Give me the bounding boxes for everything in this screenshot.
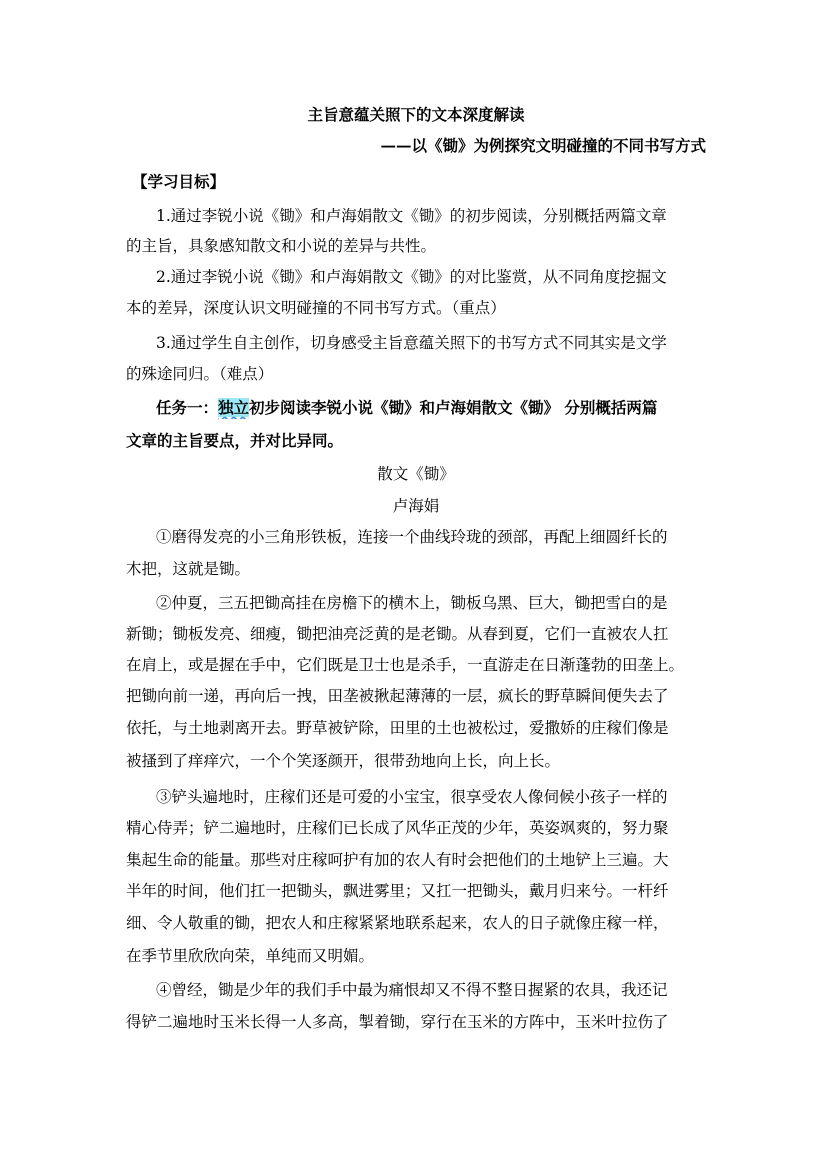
essay-line: ①磨得发亮的小三角形铁板，连接一个曲线玲珑的颈部，再配上细圆纤长的 [156, 528, 668, 546]
objective-1-line-1: 1.通过李锐小说《锄》和卢海娟散文《锄》的初步阅读，分别概括两篇文章 [156, 207, 667, 225]
essay-title: 散文《锄》 [377, 465, 455, 483]
task-one-line-2: 文章的主旨要点，并对比异同。 [126, 431, 344, 450]
objective-1-line-2: 的主旨，具象感知散文和小说的差异与共性。 [126, 237, 437, 255]
essay-line: ②仲夏，三五把锄高挂在房檐下的横木上，锄板乌黑、巨大，锄把雪白的是 [156, 594, 668, 612]
objective-3-line-2: 的殊途同归。（难点） [126, 365, 274, 383]
essay-line: 半年的时间，他们扛一把锄头，飘进雾里；又扛一把锄头，戴月归来兮。一杆纤 [126, 882, 669, 900]
essay-line: 被搔到了痒痒穴，一个个笑逐颜开，很带劲地向上长，向上长。 [126, 752, 561, 770]
document-title: 主旨意蕴关照下的文本深度解读 [307, 105, 525, 124]
objectives-heading: 【学习目标】 [132, 172, 226, 191]
essay-line: ③铲头遍地时，庄稼们还是可爱的小宝宝，很享受农人像伺候小孩子一样的 [156, 788, 668, 806]
essay-author: 卢海娟 [392, 497, 440, 515]
document-subtitle: ——以《锄》为例探究文明碰撞的不同书写方式 [380, 136, 706, 155]
objective-2-line-2: 本的差异，深度认识文明碰撞的不同书写方式。（重点） [126, 299, 506, 317]
essay-line: 得铲二遍地时玉米长得一人多高，掣着锄，穿行在玉米的方阵中，玉米叶拉伤了 [126, 1013, 669, 1031]
task-one-highlight: 独立 [218, 398, 250, 417]
essay-line: 集起生命的能量。那些对庄稼呵护有加的农人有时会把他们的土地铲上三遍。大 [126, 851, 669, 869]
task-one-rest: 初步阅读李锐小说《锄》和卢海娟散文《锄》 分别概括两篇 [249, 398, 658, 417]
essay-line: 木把，这就是锄。 [126, 560, 251, 578]
essay-line: 精心侍弄；铲二遍地时，庄稼们已长成了风华正茂的少年，英姿飒爽的，努力聚 [126, 819, 669, 837]
essay-line: 把锄向前一递，再向后一拽，田垄被揪起薄薄的一层，疯长的野草瞬间便失去了 [126, 687, 669, 705]
objective-3-line-1: 3.通过学生自主创作，切身感受主旨意蕴关照下的书写方式不同其实是文学 [156, 334, 667, 352]
task-one-line-1 [156, 397, 706, 419]
essay-line: 细、令人敬重的锄，把农人和庄稼紧紧地联系起来，农人的日子就像庄稼一样， [126, 914, 669, 932]
objective-2-line-1: 2.通过李锐小说《锄》和卢海娟散文《锄》的对比鉴赏，从不同角度挖掘文 [156, 268, 667, 286]
essay-line: 在季节里欣欣向荣，单纯而又明媚。 [126, 947, 375, 965]
essay-line: 在肩上，或是握在手中，它们既是卫士也是杀手，一直游走在日渐蓬勃的田垄上。 [126, 656, 685, 674]
task-one-prefix: 任务一： [156, 398, 219, 417]
essay-line: 新锄；锄板发亮、细瘦，锄把油亮泛黄的是老锄。从春到夏，它们一直被农人扛 [126, 625, 669, 643]
essay-line: 依托，与土地剥离开去。野草被铲除，田里的土也被松过，爱撒娇的庄稼们像是 [126, 719, 669, 737]
essay-line: ④曾经，锄是少年的我们手中最为痛恨却又不得不整日握紧的农具，我还记 [156, 981, 668, 999]
